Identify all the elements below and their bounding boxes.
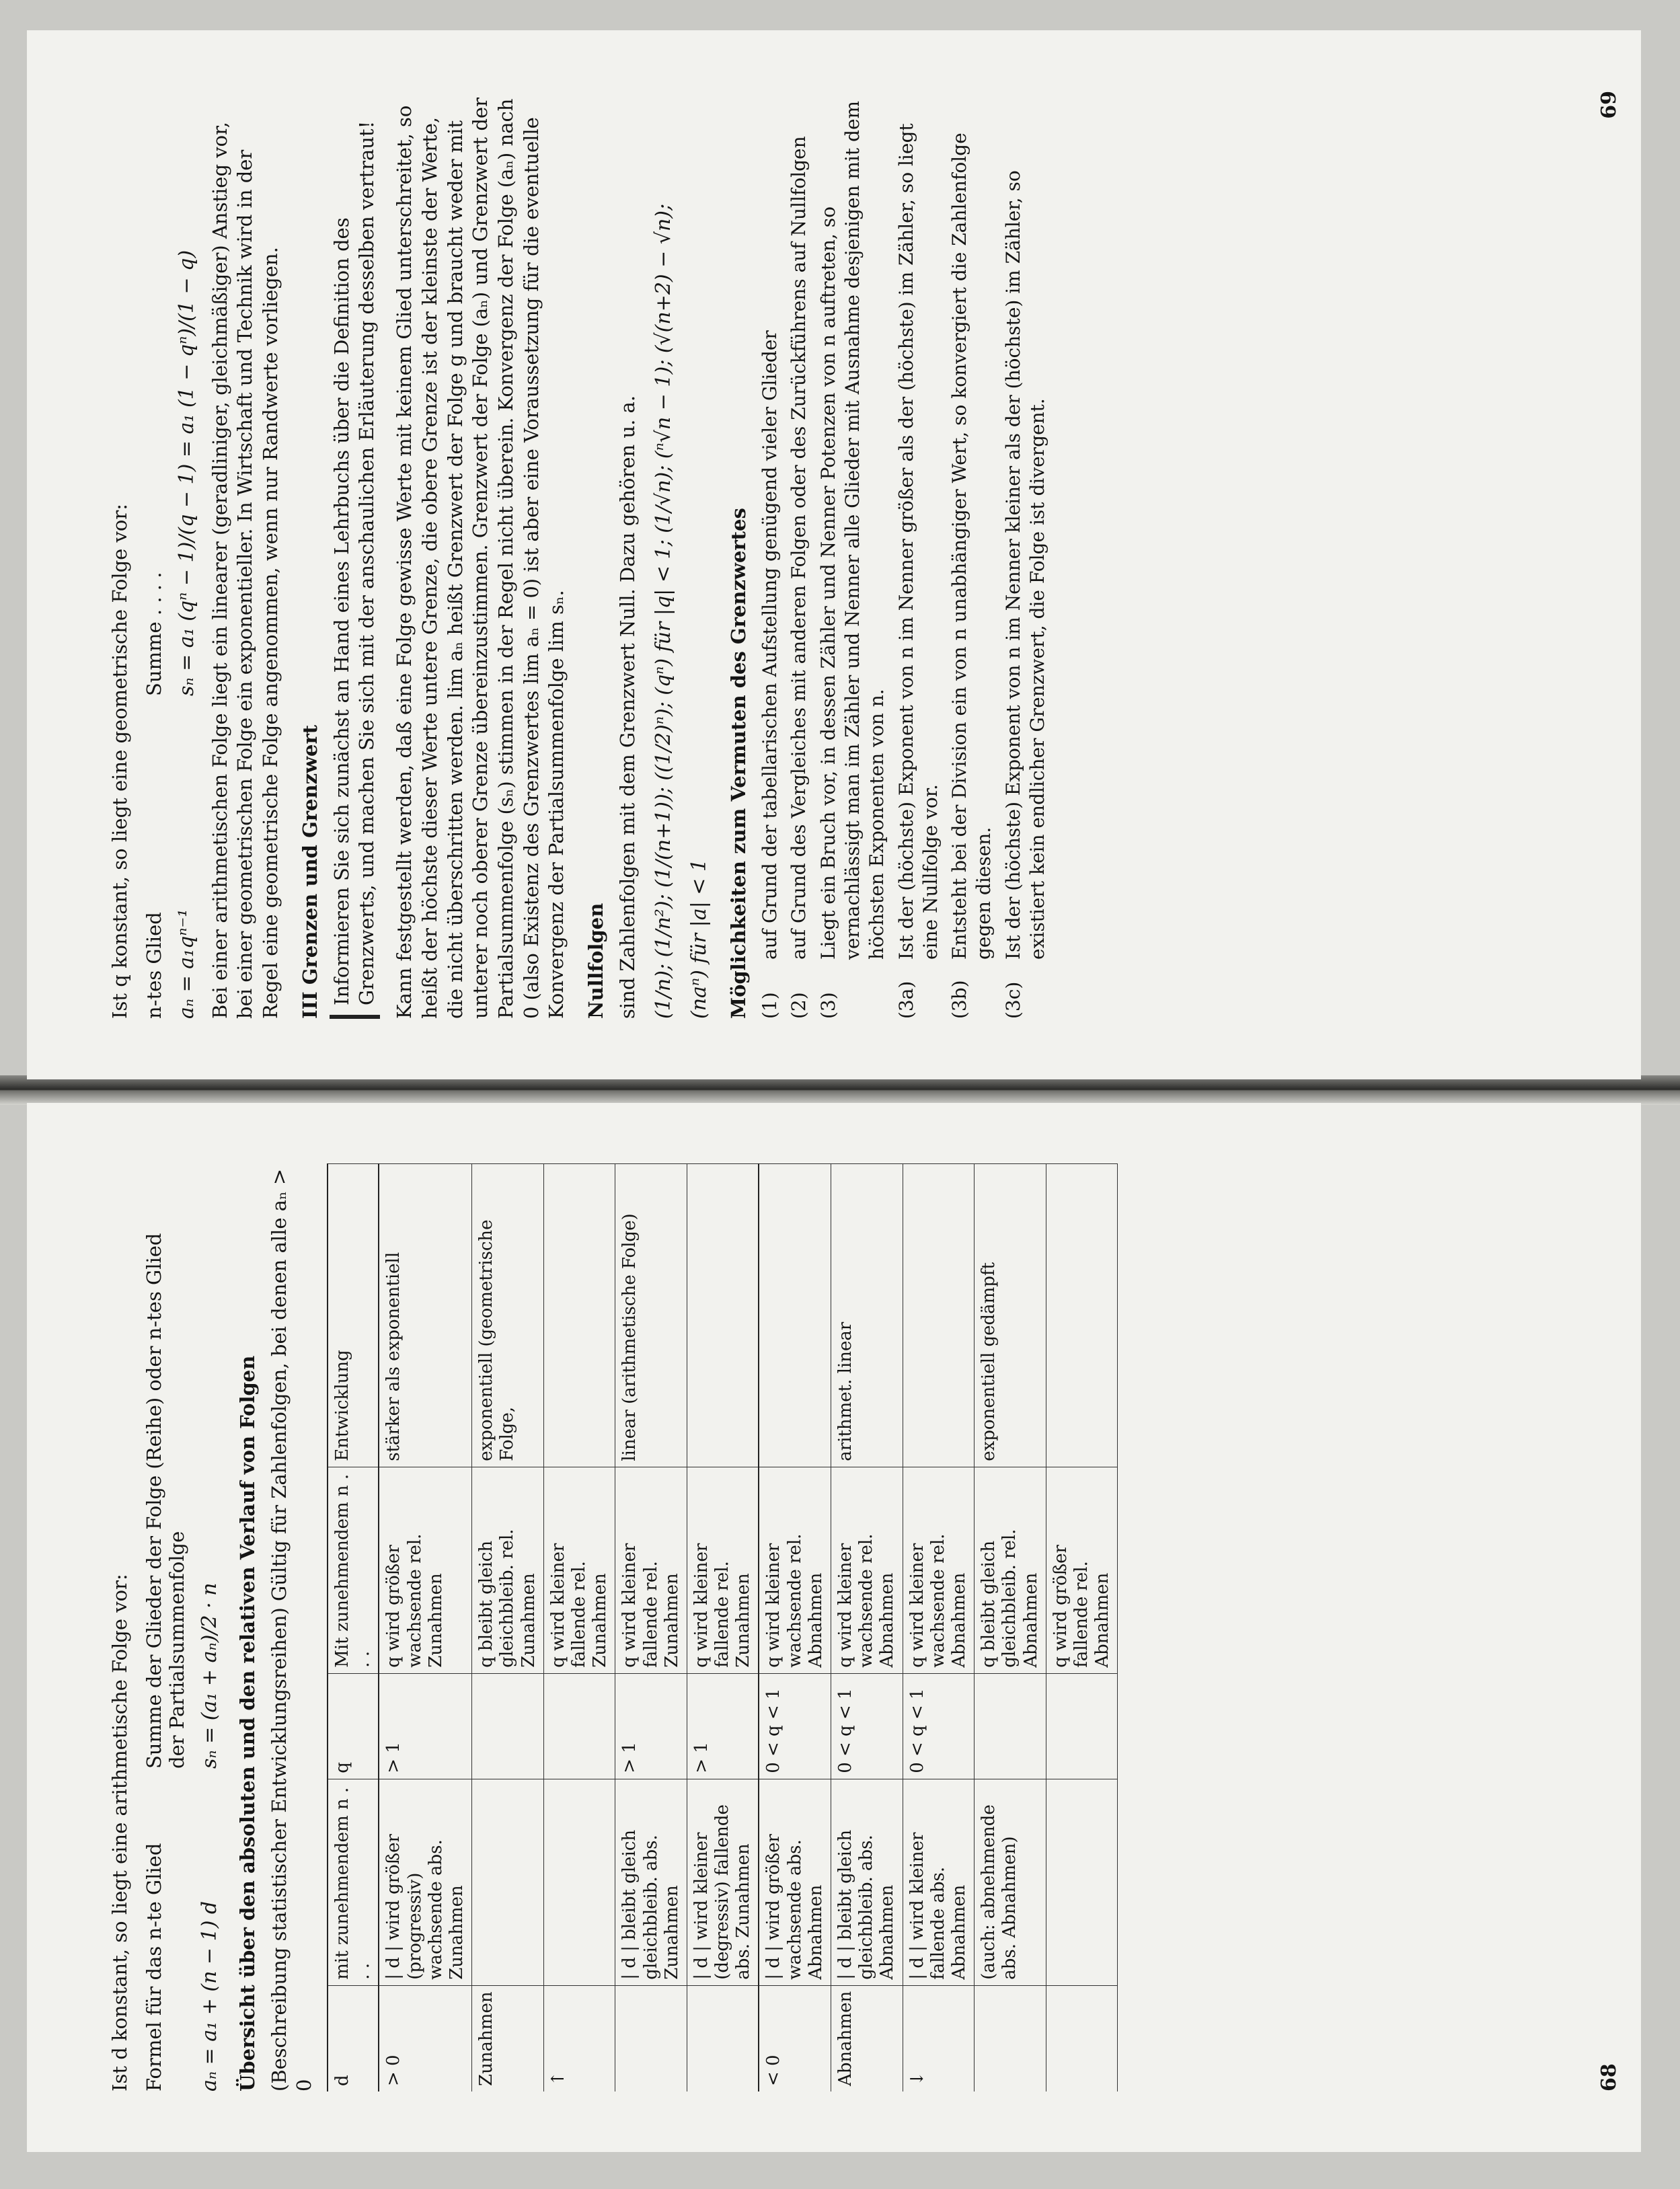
geom-col-sum: Summe . . . .	[142, 572, 165, 696]
list-item-text: auf Grund des Vergleiches mit anderen Folgen oder des Zurückführens auf Nullfolgen	[788, 136, 810, 960]
table-cell: stärker als exponentiell	[379, 1164, 471, 1467]
table-cell	[1046, 1164, 1118, 1467]
table-cell: q wird kleiner fallende rel. Zunahmen	[687, 1467, 759, 1673]
list-item	[894, 91, 943, 1019]
moeglichkeiten-list	[758, 91, 1050, 1019]
table-cell: | d | wird größer wachsende abs. Abnahmen	[759, 1779, 831, 1985]
table-header: q	[328, 1673, 379, 1779]
overview-subheading: (Beschreibung statistischer Entwicklungsreihen) Gültig für Zahlenfolgen, bei denen alle aₙ > 0	[267, 1168, 316, 2091]
table-row	[759, 1164, 831, 2092]
nullfolgen-last: (naⁿ) für |a| < 1	[687, 858, 711, 1019]
geom-formula-nth: aₙ = a₁qⁿ⁻¹	[174, 909, 198, 1019]
list-item	[948, 91, 996, 1019]
list-item-text: Ist der (höchste) Exponent von n im Nenner kleiner als der (höchste) im Zähler, so existiert kein endlicher Grenzwert, die Folge ist divergent.	[1002, 170, 1048, 960]
geom-formulas	[175, 91, 198, 1019]
table-row	[615, 1164, 687, 2092]
arith-formulas	[198, 1163, 221, 2091]
page-69	[27, 30, 1641, 1079]
table-cell: > 1	[379, 1673, 471, 1779]
table-cell	[543, 1779, 615, 1985]
list-item-number: (3a)	[894, 981, 917, 1019]
list-item-number: (1)	[758, 992, 781, 1019]
table-cell	[1046, 1779, 1118, 1985]
table-row	[472, 1164, 544, 2092]
table-cell: linear (arithmetische Folge)	[615, 1164, 687, 1467]
table-cell: | d | bleibt gleich gleichbleib. abs. Zunahmen	[615, 1779, 687, 1985]
table-cell: q wird kleiner fallende rel. Zunahmen	[543, 1467, 615, 1673]
geom-columns	[143, 91, 165, 1019]
table-row	[1046, 1164, 1118, 2092]
table-row	[975, 1164, 1046, 2092]
arith-col-sum: Summe der Glieder der Folge (Reihe) oder n-tes Glied der Partialsummenfolge	[142, 1233, 188, 1769]
table-header: Entwicklung	[328, 1164, 379, 1467]
table-cell: arithmet. linear	[831, 1164, 903, 1467]
nullfolgen-examples: (1/n); (1/n²); (1/(n+1)); ((1/2)ⁿ); (qⁿ) für |q| < 1; (1/√n); (ⁿ√n − 1); (√(n+2) − √n);	[651, 203, 675, 1019]
geom-formula-sum: sₙ = a₁ (qⁿ − 1)/(q − 1) = a₁ (1 − qⁿ)/(1 − q)	[174, 249, 198, 696]
table-cell	[759, 1164, 831, 1467]
table-cell: | d | wird größer (progressiv) wachsende abs. Zunahmen	[379, 1779, 471, 1985]
overview-table	[327, 1163, 1118, 2091]
arith-col-nth: Formel für das n-te Glied	[142, 1843, 165, 2091]
table-cell: < 0	[759, 1985, 831, 2091]
list-item-number: (3c)	[1002, 981, 1025, 1019]
paragraph-limits: Kann festgestellt werden, daß eine Folge gewisse Werte mit keinem Glied unterschreitet, so heißt der höchste dieser Werte untere Grenze, die obere Grenze ist der kleinste der Werte, die nicht überschritten werden. lim aₙ heißt Grenzwert der Folge g und braucht weder mit unterer noch oberer Grenze übereinzustimmen. Grenzwert der Folge (aₙ) und Grenzwert der Partialsummenfolge (sₙ) stimmen in der Regel nicht überein. Konvergenz der Folge (aₙ) nach 0 (also Existenz des Grenzwertes lim aₙ = 0) ist aber eine Voraussetzung für die eventuelle Konvergenz der Partialsummenfolge lim sₙ.	[393, 98, 568, 1019]
page-number: 69	[1597, 91, 1621, 119]
table-cell	[975, 1985, 1046, 2091]
table-cell: (auch: abnehmende abs. Abnahmen)	[975, 1779, 1046, 1985]
table-cell	[615, 1985, 687, 2091]
table-cell	[687, 1985, 759, 2091]
table-row	[379, 1164, 471, 2092]
table-cell: 0 < q < 1	[903, 1673, 975, 1779]
table-header-row	[328, 1164, 379, 2092]
arith-columns	[143, 1163, 188, 2091]
table-row	[687, 1164, 759, 2092]
nullfolgen-text: sind Zahlenfolgen mit dem Grenzwert Null. Dazu gehören u. a.	[615, 395, 639, 1019]
table-row	[903, 1164, 975, 2092]
arith-formula-sum: sₙ = (a₁ + aₙ)/2 · n	[197, 1582, 221, 1769]
overview-heading: Übersicht über den absoluten und den relativen Verlauf von Folgen	[235, 1355, 259, 2091]
table-cell: ↑	[543, 1985, 615, 2091]
list-item-number: (3b)	[948, 980, 971, 1019]
table-cell: q wird kleiner wachsende rel. Abnahmen	[759, 1467, 831, 1673]
geom-col-nth: n-tes Glied	[142, 912, 165, 1019]
list-item-text: Ist der (höchste) Exponent von n im Nenner größer als der (höchste) im Zähler, so liegt eine Nullfolge vor.	[894, 123, 942, 960]
list-item-text: Liegt ein Bruch vor, in dessen Zähler und Nenner Potenzen von n auftreten, so vernachlässigt man im Zähler und Nenner alle Glieder mit Ausnahme desjenigen mit dem höchsten Exponenten von n.	[817, 100, 888, 960]
table-header: Mit zunehmendem n . . .	[328, 1467, 379, 1673]
table-cell: 0 < q < 1	[759, 1673, 831, 1779]
list-item	[758, 91, 782, 1019]
section-heading: III Grenzen und Grenzwert	[298, 724, 321, 1019]
table-cell: Zunahmen	[472, 1985, 544, 2091]
paragraph-linear-exponential: Bei einer arithmetischen Folge liegt ein linearer (geradliniger, gleichmäßiger) Anstieg vor, bei einer geometrischen Folge ein exponentieller. In Wirtschaft und Technik wird in der Regel eine geometrische Folge angenommen, wenn nur Randwerte vorliegen.	[208, 122, 282, 1019]
page-number: 68	[1597, 2063, 1621, 2091]
list-item-text: Entsteht bei der Division ein von n unabhängiger Wert, so konvergiert die Zahlenfolge gegen diesen.	[948, 132, 995, 960]
table-cell	[1046, 1673, 1118, 1779]
table-cell: > 1	[615, 1673, 687, 1779]
table-cell	[975, 1673, 1046, 1779]
study-note: Informieren Sie sich zunächst an Hand eines Lehrbuchs über die Definition des Grenzwerts, und machen Sie sich mit der anschaulichen Erläuterung desselben vertraut!	[330, 91, 380, 1019]
table-cell: q bleibt gleich gleichbleib. rel. Abnahmen	[975, 1467, 1046, 1673]
table-cell: exponentiell (geometrische Folge,	[472, 1164, 544, 1467]
list-item-text: auf Grund der tabellarischen Aufstellung genügend vieler Glieder	[758, 330, 781, 960]
table-cell: | d | bleibt gleich gleichbleib. abs. Abnahmen	[831, 1779, 903, 1985]
book-gutter	[0, 1075, 1680, 1105]
table-cell	[1046, 1985, 1118, 2091]
list-item-number: (2)	[788, 992, 810, 1019]
list-item	[787, 91, 811, 1019]
table-cell: | d | wird kleiner fallende abs. Abnahmen	[903, 1779, 975, 1985]
list-item	[816, 91, 888, 1019]
table-row	[543, 1164, 615, 2092]
moeglichkeiten-heading: Möglichkeiten zum Vermuten des Grenzwertes	[726, 508, 750, 1019]
table-cell: > 0	[379, 1985, 471, 2091]
table-row	[831, 1164, 903, 2092]
table-cell: q wird kleiner wachsende rel. Abnahmen	[903, 1467, 975, 1673]
table-header: d	[328, 1985, 379, 2091]
table-cell	[472, 1779, 544, 1985]
table-cell: q wird kleiner fallende rel. Zunahmen	[615, 1467, 687, 1673]
list-item-number: (3)	[817, 992, 840, 1019]
table-cell	[543, 1673, 615, 1779]
arith-intro: Ist d konstant, so liegt eine arithmetische Folge vor:	[108, 1574, 131, 2091]
page-68	[27, 1103, 1641, 2152]
nullfolgen-heading: Nullfolgen	[584, 903, 607, 1019]
table-cell: > 1	[687, 1673, 759, 1779]
arith-formula-nth: aₙ = a₁ + (n − 1) d	[197, 1900, 221, 2091]
table-cell: Abnahmen	[831, 1985, 903, 2091]
geom-intro: Ist q konstant, so liegt eine geometrische Folge vor:	[108, 503, 131, 1019]
table-cell: q wird größer fallende rel. Abnahmen	[1046, 1467, 1118, 1673]
table-cell: q wird kleiner wachsende rel. Abnahmen	[831, 1467, 903, 1673]
list-item	[1001, 91, 1050, 1019]
table-cell	[903, 1164, 975, 1467]
table-cell	[543, 1164, 615, 1467]
table-cell: | d | wird kleiner (degressiv) fallende abs. Zunahmen	[687, 1779, 759, 1985]
table-cell: q bleibt gleich gleichbleib. rel. Zunahmen	[472, 1467, 544, 1673]
table-cell	[472, 1673, 544, 1779]
table-cell: ↓	[903, 1985, 975, 2091]
table-cell: 0 < q < 1	[831, 1673, 903, 1779]
table-cell: exponentiell gedämpft	[975, 1164, 1046, 1467]
table-header: mit zunehmendem n . . .	[328, 1779, 379, 1985]
table-cell	[687, 1164, 759, 1467]
table-cell: q wird größer wachsende rel. Zunahmen	[379, 1467, 471, 1673]
